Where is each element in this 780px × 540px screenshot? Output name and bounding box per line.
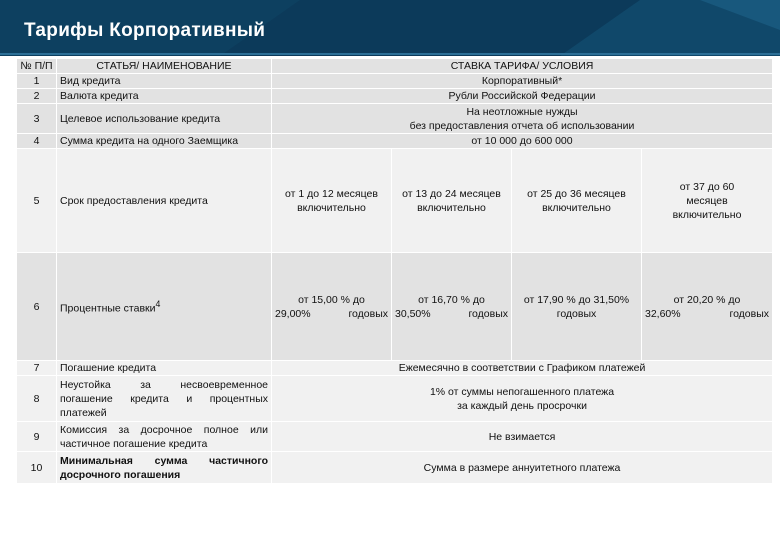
table-row (17, 361, 773, 376)
row-name-line: платежей (60, 406, 107, 419)
row-name-line: погашение кредита и процентных (60, 392, 268, 405)
header-num: № П/П (17, 59, 57, 74)
rate-max: 30,50% (395, 307, 431, 320)
term-line: включительно (417, 201, 486, 214)
row-name (57, 452, 272, 484)
rate-line: от 20,20 % до (673, 293, 741, 306)
row-value-line: На неотложные нужды (466, 105, 578, 118)
row-value: Не взимается (272, 422, 773, 452)
row-name: Целевое использование кредита (57, 104, 272, 134)
table-row (17, 376, 773, 422)
rate-line: от 17,90 % до 31,50% (523, 293, 630, 306)
term-line: включительно (672, 208, 742, 221)
rate-unit: годовых (468, 307, 508, 320)
row-name: Валюта кредита (57, 89, 272, 104)
row-name (57, 253, 272, 361)
rate-unit: годовых (729, 307, 770, 320)
term-line: включительно (297, 201, 366, 214)
rate-cell (642, 253, 773, 361)
row-num: 4 (17, 134, 57, 149)
row-value: Ежемесячно в соответствии с Графиком платежей (272, 361, 773, 376)
table-row (17, 104, 773, 134)
table-row (17, 422, 773, 452)
row-value-line: без предоставления отчета об использовании (409, 119, 635, 132)
row-value-line: 1% от суммы непогашенного платежа (429, 385, 615, 398)
term-line: от 37 до 60 (679, 180, 735, 193)
row-value: Корпоративный* (272, 74, 773, 89)
term-line: включительно (542, 201, 611, 214)
row-name: Срок предоставления кредита (57, 149, 272, 253)
term-cell (512, 149, 642, 253)
row-num: 9 (17, 422, 57, 452)
table-row (17, 253, 773, 361)
row-num: 8 (17, 376, 57, 422)
row-name-text: Процентные ставки (60, 302, 156, 315)
row-num: 10 (17, 452, 57, 484)
row-name-line: Минимальная сумма частичного (60, 454, 268, 467)
row-name-line: досрочного погашения (60, 468, 181, 481)
row-value (272, 104, 773, 134)
rate-max: 29,00% (275, 307, 311, 320)
rate-line: годовых (556, 307, 597, 320)
row-value: Сумма в размере аннуитетного платежа (272, 452, 773, 484)
term-line: от 1 до 12 месяцев (285, 187, 378, 200)
term-cell (392, 149, 512, 253)
rate-unit: годовых (348, 307, 388, 320)
row-name: Сумма кредита на одного Заемщика (57, 134, 272, 149)
row-num: 2 (17, 89, 57, 104)
rate-line: от 16,70 % до (418, 293, 485, 306)
rate-line (395, 307, 508, 321)
slide-title: Тарифы Корпоративный (24, 20, 266, 41)
term-line: от 13 до 24 месяцев (402, 187, 501, 200)
row-value: от 10 000 до 600 000 (272, 134, 773, 149)
row-num: 5 (17, 149, 57, 253)
row-num: 6 (17, 253, 57, 361)
row-value (272, 376, 773, 422)
row-name: Погашение кредита (57, 361, 272, 376)
term-cell (272, 149, 392, 253)
rate-line (275, 307, 388, 321)
rate-line (645, 307, 769, 321)
rate-line: от 15,00 % до (298, 293, 365, 306)
term-line: от 25 до 36 месяцев (527, 187, 626, 200)
row-num: 3 (17, 104, 57, 134)
row-name (57, 422, 272, 452)
row-name-line: Неустойка за несвоевременное (60, 378, 268, 391)
row-name: Вид кредита (57, 74, 272, 89)
row-name (57, 376, 272, 422)
row-name-line: Комиссия за досрочное полное или (60, 423, 268, 436)
table-header-row (17, 59, 773, 74)
rate-cell (272, 253, 392, 361)
row-num: 7 (17, 361, 57, 376)
rate-max: 32,60% (645, 307, 681, 320)
table-row (17, 452, 773, 484)
rate-cell (392, 253, 512, 361)
rate-cell (512, 253, 642, 361)
row-value-line: за каждый день просрочки (457, 399, 587, 412)
slide-header (0, 0, 780, 56)
row-name-line: частичное погашение кредита (60, 437, 208, 450)
term-cell (642, 149, 773, 253)
table-row (17, 149, 773, 253)
row-num: 1 (17, 74, 57, 89)
tariffs-table (16, 58, 773, 484)
footnote-mark: 4 (155, 299, 161, 310)
header-value: СТАВКА ТАРИФА/ УСЛОВИЯ (272, 59, 773, 74)
table-row (17, 74, 773, 89)
table-row (17, 134, 773, 149)
row-value: Рубли Российской Федерации (272, 89, 773, 104)
term-line: месяцев (686, 194, 728, 207)
table-row (17, 89, 773, 104)
header-name: СТАТЬЯ/ НАИМЕНОВАНИЕ (57, 59, 272, 74)
